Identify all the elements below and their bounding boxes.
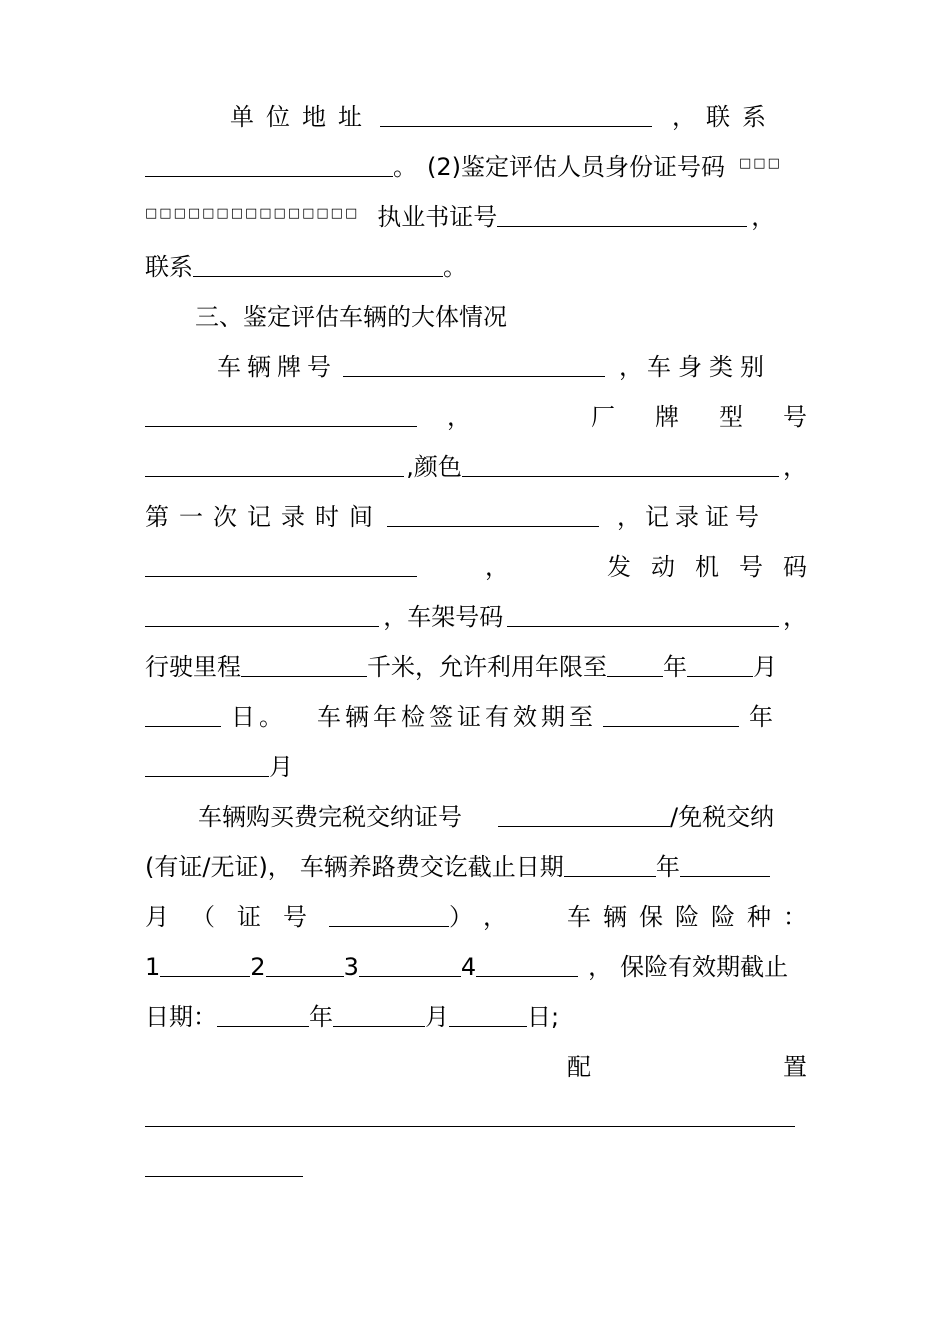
line-frame-no (145, 596, 807, 632)
allow-day-blank[interactable] (145, 726, 221, 727)
inspection-year-blank[interactable] (603, 726, 739, 727)
allow-month-blank[interactable] (687, 676, 753, 677)
ins-year-blank[interactable] (217, 1026, 309, 1027)
line-color (145, 446, 807, 482)
contact-blank[interactable] (145, 176, 393, 177)
color-label: ,颜色 (406, 453, 462, 481)
month-label: 月 (425, 1003, 449, 1031)
first-record-blank[interactable] (387, 526, 599, 527)
month-cert-label: 月（证号 (145, 903, 329, 931)
line-id-number (145, 146, 807, 182)
line-configuration (145, 1046, 807, 1082)
day-label: 日; (527, 1003, 560, 1031)
section-heading: 三、鉴定评估车辆的大体情况 (195, 303, 507, 331)
has-cert-label: (有证/无证)， (145, 853, 292, 881)
period: 。 (393, 153, 417, 181)
ins-num-2: 2 (250, 953, 266, 981)
day-label: 日。 (231, 703, 287, 731)
month-label: 月 (269, 753, 293, 781)
comma: ， (588, 953, 613, 981)
section-heading-line (145, 296, 807, 332)
frame-no-label: ，车架号码 (383, 603, 504, 631)
line-config-blank-cont (145, 1146, 807, 1182)
ins-type-1-blank[interactable] (160, 976, 250, 977)
line-first-record (145, 496, 807, 532)
frame-no-blank[interactable] (507, 626, 779, 627)
plate-blank[interactable] (343, 376, 605, 377)
config-label-b: 置 (783, 1053, 807, 1081)
unit-address-blank[interactable] (380, 126, 652, 127)
brand-model-label: 厂牌型号 (591, 403, 847, 431)
contact-label: 联系 (706, 103, 778, 131)
line-unit-address (145, 96, 807, 132)
ins-num-4: 4 (460, 953, 477, 981)
month-label: 月 (753, 653, 777, 681)
line-insurance-types (145, 946, 807, 982)
line-ins-date (145, 996, 807, 1032)
line-road-fee (145, 846, 807, 882)
line-inspection (145, 696, 807, 732)
contact-label: 联系 (145, 253, 193, 281)
comma: ， (485, 553, 509, 581)
line-brand-model (145, 396, 847, 432)
line-mileage (145, 646, 807, 682)
line-config-blank (145, 1096, 807, 1132)
line-plate (145, 346, 807, 382)
inspection-label: 车辆年检签证有效期至 (317, 703, 597, 731)
comma: ， (672, 103, 696, 131)
record-no-label: 记录证号 (645, 503, 765, 531)
purchase-tax-label: 车辆购买费完税交纳证号 (198, 803, 462, 831)
date-label: 日期： (145, 1003, 217, 1031)
config-blank-cont[interactable] (145, 1176, 303, 1177)
line-inspection-month (145, 746, 807, 782)
allow-year-blank[interactable] (607, 676, 663, 677)
config-label-a: 配 (567, 1053, 591, 1081)
inspection-month-blank[interactable] (145, 776, 269, 777)
insurance-label: 车辆保险险种： (567, 903, 819, 931)
line-insurance (145, 896, 819, 932)
ins-type-2-blank[interactable] (266, 976, 344, 977)
comma: ， (619, 353, 643, 381)
year-label: 年 (663, 653, 687, 681)
ins-month-blank[interactable] (333, 1026, 425, 1027)
road-fee-label: 车辆养路费交讫截止日期 (299, 853, 564, 881)
engine-no-blank[interactable] (145, 626, 379, 627)
unit-address-label: 单位地址 (230, 103, 374, 131)
brand-model-blank[interactable] (145, 476, 404, 477)
comma: ， (447, 403, 471, 431)
ins-num-3: 3 (343, 953, 359, 981)
cert-blank[interactable] (497, 226, 747, 227)
year-label: 年 (749, 703, 773, 731)
mileage-label: 行驶里程 (145, 653, 241, 681)
contact-blank[interactable] (193, 276, 443, 277)
year-label: 年 (309, 1003, 333, 1031)
record-no-blank[interactable] (145, 576, 417, 577)
id-number-boxes-cont[interactable]: □□□□□□□□□□□□□□□ (145, 206, 360, 221)
first-record-label: 第一次记录时间 (145, 503, 383, 531)
mileage-blank[interactable] (241, 676, 367, 677)
cert-label: 执业书证号 (377, 203, 498, 231)
id-number-boxes[interactable]: □□□ (739, 156, 782, 171)
plate-label: 车辆牌号 (217, 353, 337, 381)
id-number-label: (2)鉴定评估人员身份证号码 (427, 153, 725, 181)
exempt-label: /免税交纳 (670, 803, 775, 831)
road-fee-month-blank[interactable] (680, 876, 770, 877)
line-purchase-tax (145, 796, 807, 832)
color-blank[interactable] (462, 476, 779, 477)
ins-num-1: 1 (145, 953, 161, 981)
ins-day-blank[interactable] (449, 1026, 527, 1027)
line-cert-number (145, 196, 807, 232)
ins-valid-label: 保险有效期截止 (620, 953, 789, 981)
engine-no-label: 发动机号码 (607, 553, 827, 581)
line-contact (145, 246, 807, 282)
comma: ， (783, 603, 807, 631)
comma: ， (783, 453, 807, 481)
year-label: 年 (655, 853, 680, 881)
body-type-label: 车身类别 (647, 353, 771, 381)
road-fee-year-blank[interactable] (564, 876, 656, 877)
config-blank[interactable] (145, 1126, 795, 1127)
purchase-tax-blank[interactable] (498, 826, 670, 827)
ins-type-4-blank[interactable] (476, 976, 578, 977)
km-allow-label: 千米，允许利用年限至 (367, 653, 607, 681)
body-type-blank[interactable] (145, 426, 417, 427)
comma: ， (751, 203, 776, 231)
line-engine-no (145, 546, 827, 582)
comma: ， (617, 503, 641, 531)
road-fee-cert-blank[interactable] (329, 926, 449, 927)
close-paren: ）， (449, 903, 529, 931)
ins-type-3-blank[interactable] (359, 976, 461, 977)
period: 。 (443, 253, 467, 281)
